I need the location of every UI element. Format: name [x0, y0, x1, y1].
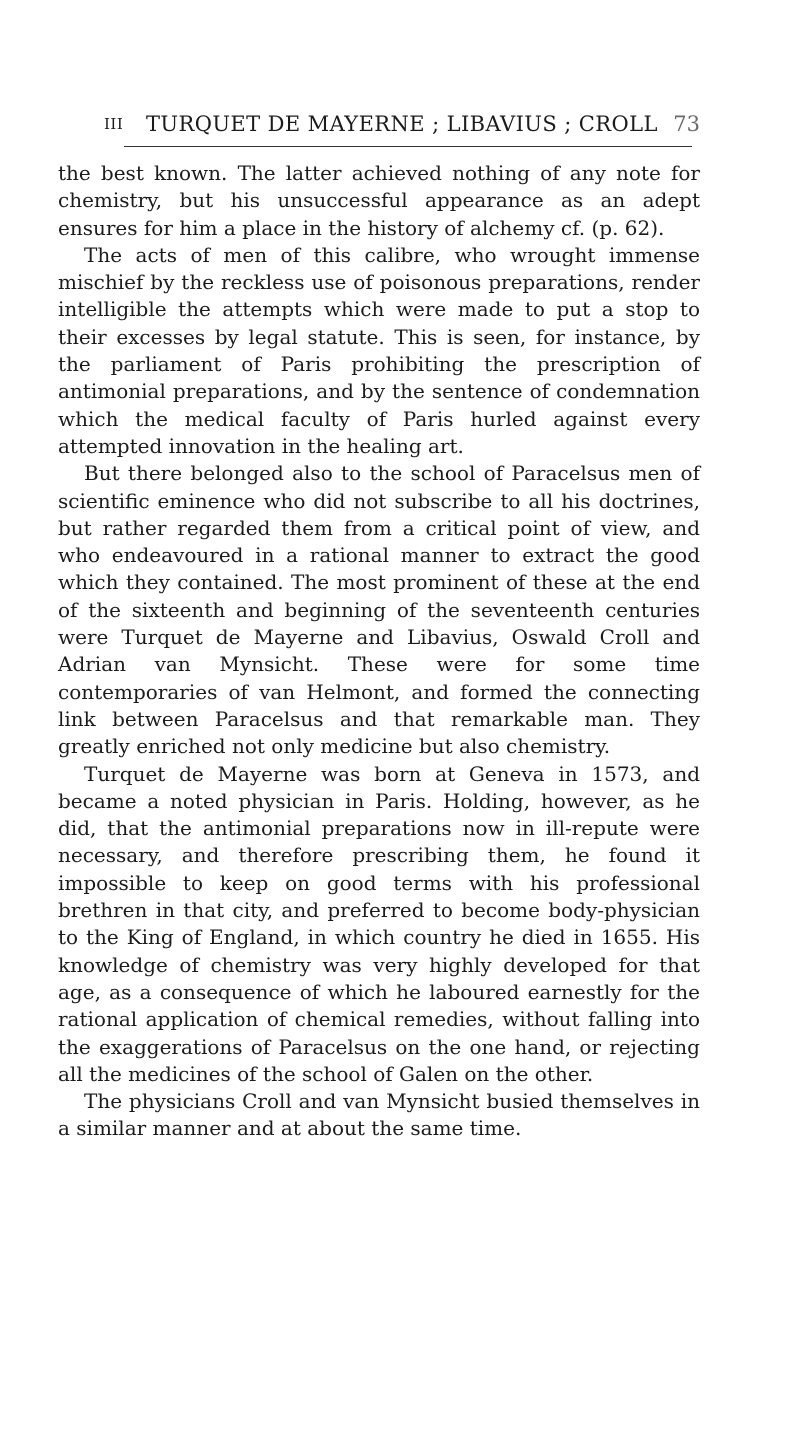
page-number: 73: [673, 112, 700, 136]
paragraph: The acts of men of this calibre, who wrought immense mischief by the reckless use of poisonous preparations, render intelligible the attempts which were made to put a stop to their excesses by legal statute. This is seen, for instance, by the parliament of Paris prohibiting the prescription of antimonial preparations, and by the sentence of condemnation which the medical faculty of Paris hurled against every attempted innovation in the healing art.: [58, 242, 700, 458]
body-text: [58, 160, 700, 1143]
chapter-number: III: [104, 115, 124, 133]
running-title: TURQUET DE MAYERNE ; LIBAVIUS ; CROLL: [146, 112, 658, 136]
running-header: [104, 112, 700, 148]
paragraph: The physicians Croll and van Mynsicht busied themselves in a similar manner and at about the same time.: [58, 1089, 700, 1141]
paragraph: But there belonged also to the school of Paracelsus men of scientific eminence who did not subscribe to all his doctrines, but rather regarded them from a critical point of view, and who endeavoured in a rational manner to extract the good which they contained. The most prominent of these at the end of the sixteenth and beginning of the seventeenth centuries were Turquet de Mayerne and Libavius, Oswald Croll and Adrian van Mynsicht. These were for some time contemporaries of van Helmont, and formed the connecting link between Paracelsus and that remarkable man. They greatly enriched not only medicine but also chemistry.: [58, 461, 700, 759]
header-rule: [124, 146, 692, 147]
paragraph: Turquet de Mayerne was born at Geneva in 1573, and became a noted physician in Paris. Holding, however, as he did, that the antimonial preparations now in ill-repute were necessary, and therefore prescribing them, he found it impossible to keep on good terms with his professional brethren in that city, and preferred to become body-physician to the King of England, in which country he died in 1655. His knowledge of chemistry was very highly developed for that age, as a consequence of which he laboured earnestly for the rational application of chemical remedies, without falling into the exaggerations of Paracelsus on the one hand, or rejecting all the medicines of the school of Galen on the other.: [58, 761, 700, 1086]
paragraph: the best known. The latter achieved nothing of any note for chemistry, but his unsuccessful appearance as an adept ensures for him a place in the history of alchemy cf. (p. 62).: [58, 161, 700, 240]
